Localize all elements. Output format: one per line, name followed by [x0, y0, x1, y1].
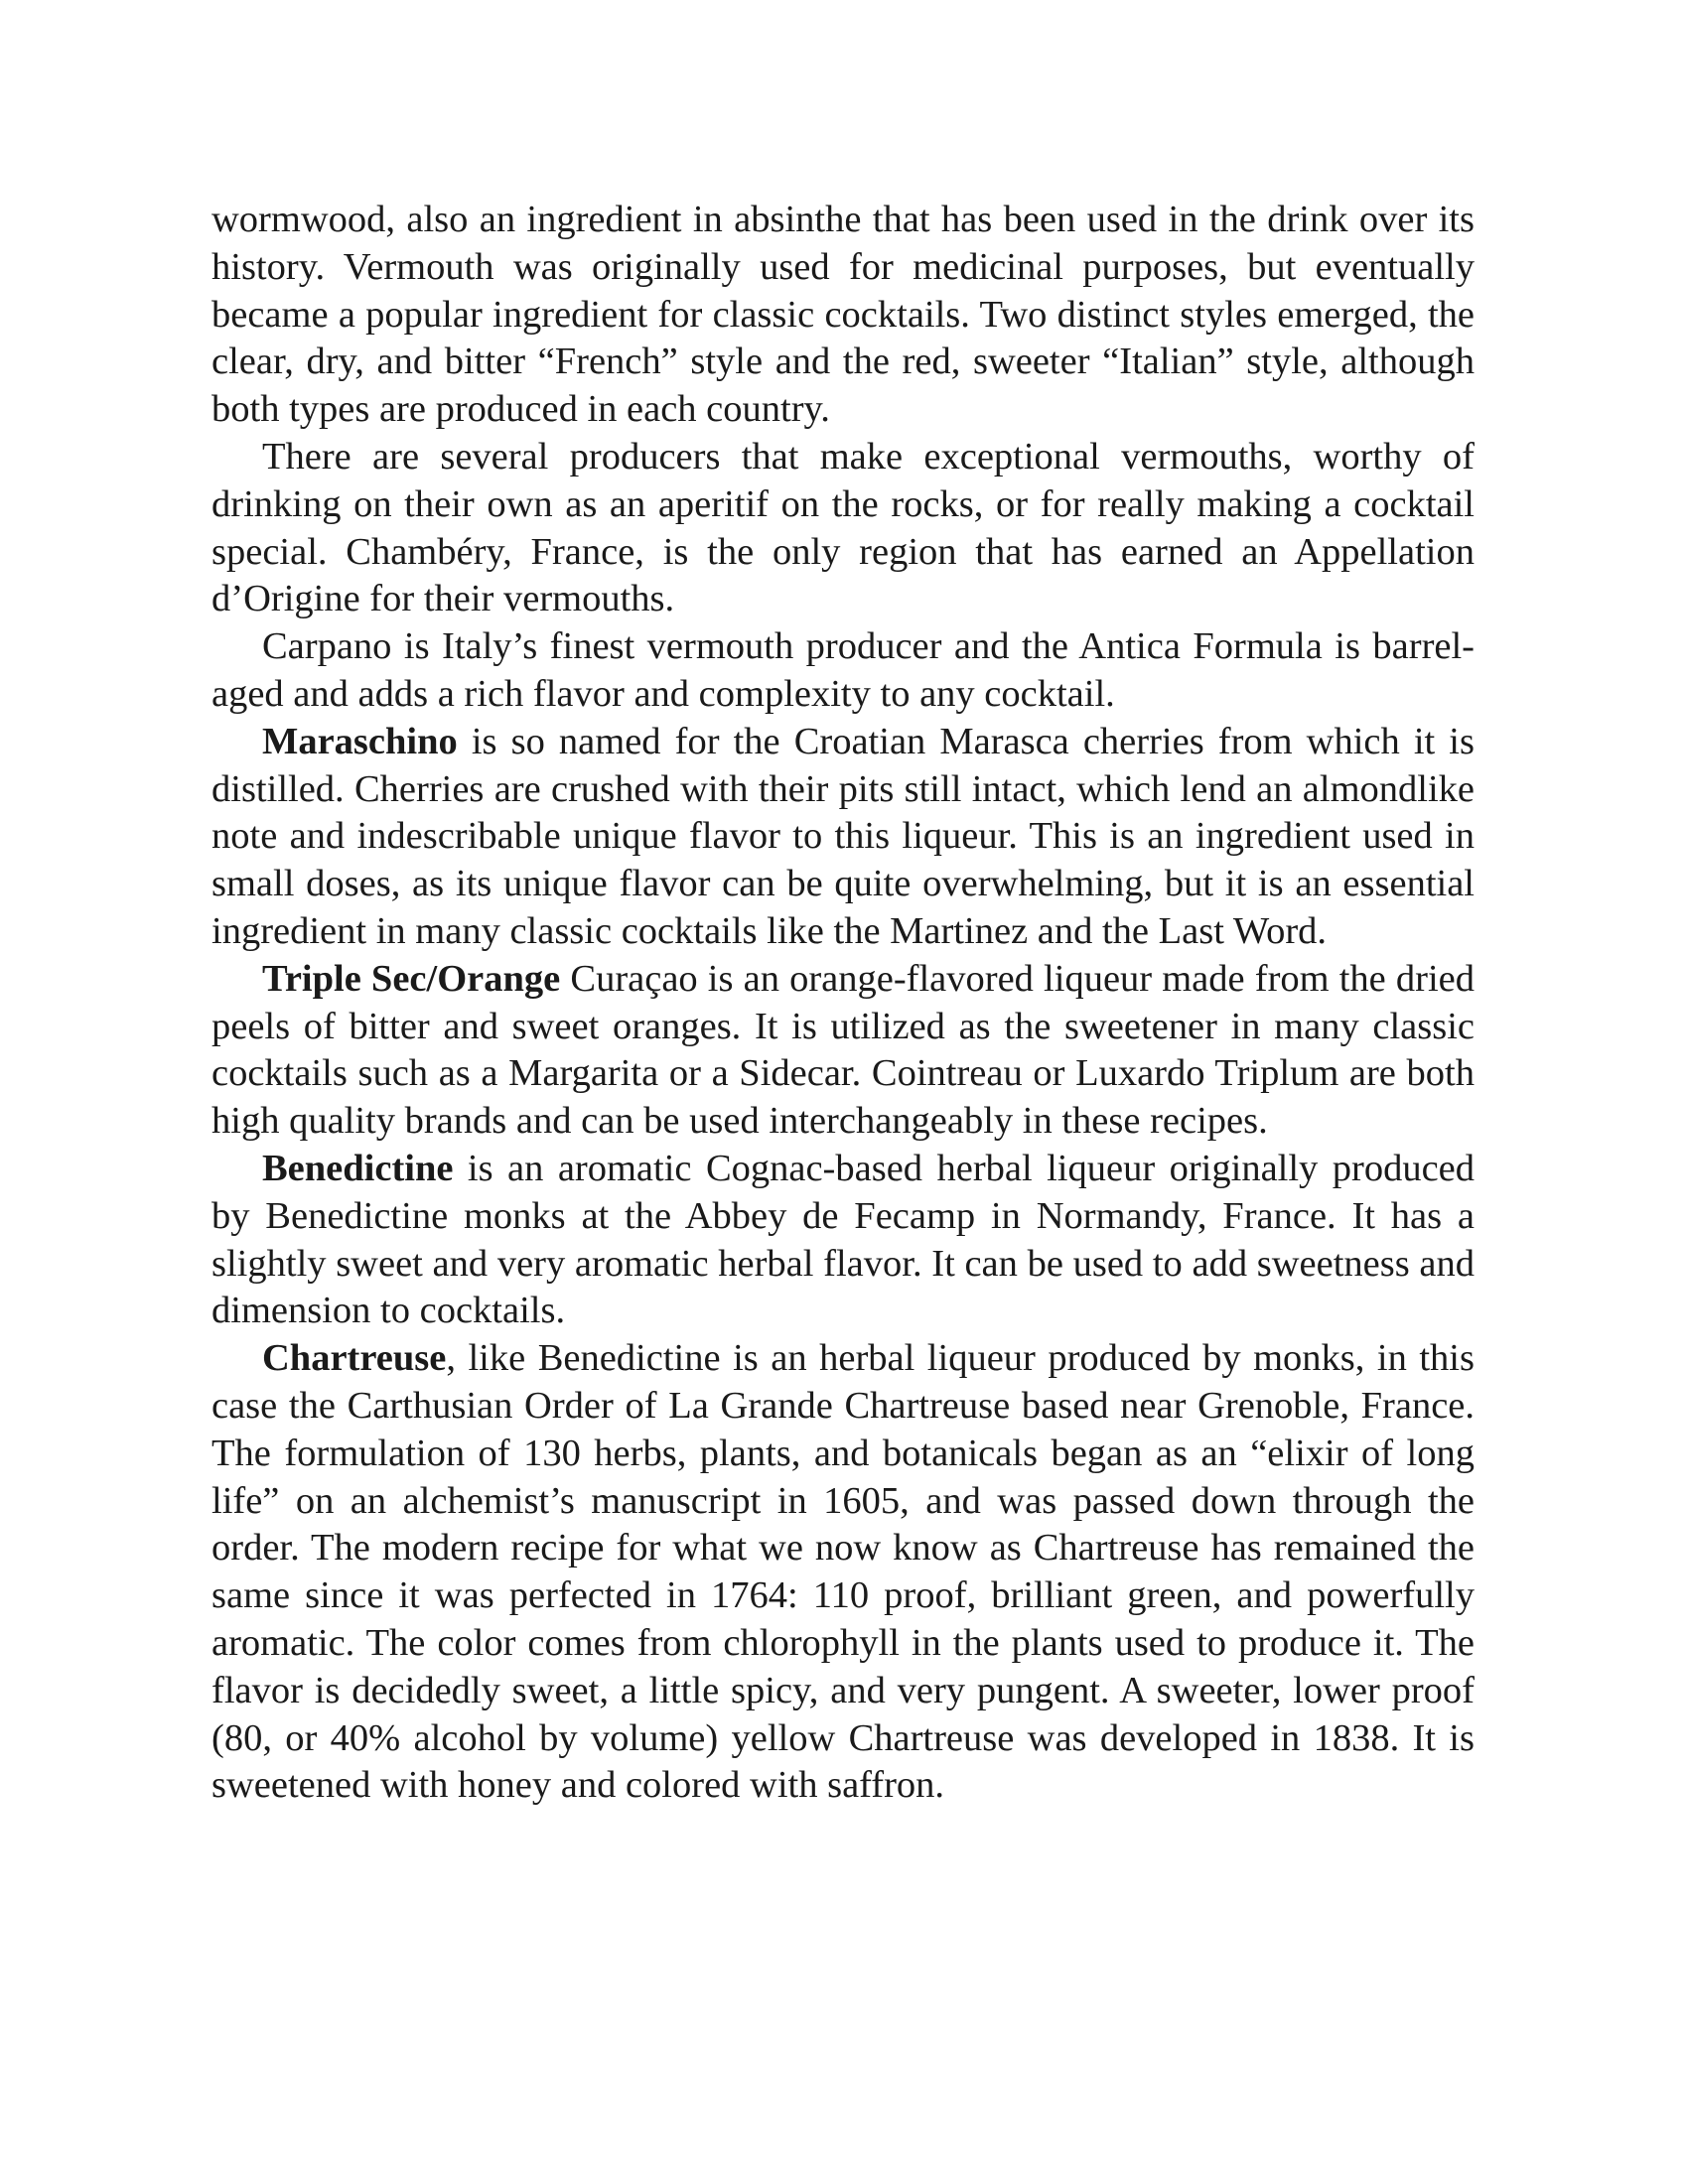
- term-maraschino: Maraschino: [262, 720, 458, 762]
- paragraph-vermouth-producers: [211, 434, 1475, 623]
- paragraph-text: , like Benedictine is an herbal liqueur produced by monks, in this case the Carthusian Order of La Grande Chartreuse based near Grenoble, France. The formulation of 130 herbs, plants, and botanicals began as an “elixir of long life” on an alchemist’s manuscript in 1605, and was passed down through the order. The modern recipe for what we now know as Chartreuse has remained the same since it was perfected in 1764: 110 proof, brilliant green, and powerfully aromatic. The color comes from chlorophyll in the plants used to produce it. The flavor is decidedly sweet, a little spicy, and very pungent. A sweeter, lower proof (80, or 40% alcohol by volume) yellow Chartreuse was developed in 1838. It is sweetened with honey and colored with saffron.: [211, 1337, 1475, 1807]
- term-benedictine: Benedictine: [262, 1147, 454, 1189]
- term-triple-sec: Triple Sec/Orange: [262, 957, 561, 1000]
- paragraph-triple-sec: [211, 956, 1475, 1146]
- document-page: [211, 197, 1475, 1810]
- paragraph-text: is an aromatic Cognac-based herbal liqueur originally produced by Benedictine monks at the Abbey de Fecamp in Normandy, France. It has a slightly sweet and very aromatic herbal flavor. It can be used to add sweetness and dimension to cocktails.: [211, 1147, 1475, 1332]
- paragraph-text: Carpano is Italy’s finest vermouth producer and the Antica Formula is barrel-aged and adds a rich flavor and complexity to any cocktail.: [211, 625, 1475, 715]
- paragraph-maraschino: [211, 719, 1475, 956]
- paragraph-text: wormwood, also an ingredient in absinthe that has been used in the drink over its history. Vermouth was originally used for medicinal purposes, but eventually became a popular ingredient for classic cocktails. Two distinct styles emerged, the clear, dry, and bitter “French” style and the red, sweeter “Italian” style, although both types are produced in each country.: [211, 199, 1475, 431]
- paragraph-text: is so named for the Croatian Marasca cherries from which it is distilled. Cherries are crushed with their pits still intact, which lend an almondlike note and indescribable unique flavor to this liqueur. This is an ingredient used in small doses, as its unique flavor can be quite overwhelming, but it is an essential ingredient in many classic cocktails like the Martinez and the Last Word.: [211, 720, 1475, 952]
- paragraph-vermouth-history: [211, 197, 1475, 434]
- paragraph-text: Curaçao is an orange-flavored liqueur made from the dried peels of bitter and sweet oranges. It is utilized as the sweetener in many classic cocktails such as a Margarita or a Sidecar. Cointreau or Luxardo Triplum are both high quality brands and can be used interchangeably in these recipes.: [211, 957, 1475, 1143]
- paragraph-benedictine: [211, 1146, 1475, 1335]
- paragraph-carpano: [211, 623, 1475, 719]
- term-chartreuse: Chartreuse: [262, 1337, 447, 1380]
- paragraph-text: There are several producers that make exceptional vermouths, worthy of drinking on their own as an aperitif on the rocks, or for really making a cocktail special. Chambéry, France, is the only region that has earned an Appellation d’Origine for their vermouths.: [211, 435, 1475, 620]
- paragraph-chartreuse: [211, 1335, 1475, 1810]
